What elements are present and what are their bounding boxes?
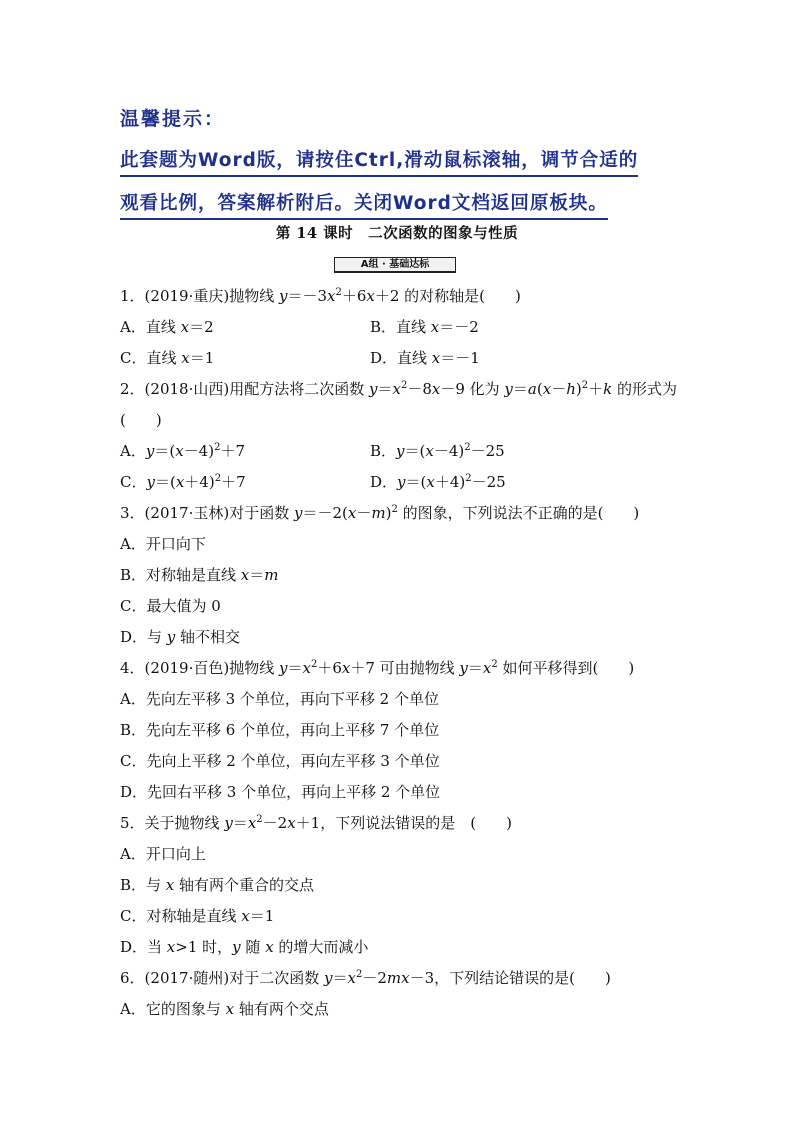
question-5-option-d: D．当 x>1 时，y 随 x 的增大而减小 xyxy=(120,938,369,956)
notice-block xyxy=(120,106,680,220)
question-1-stem: 1．(2019·重庆)抛物线 $y=-3x^2+6x+2$ 的对称轴是( ) xyxy=(120,287,521,305)
question-1-options-cd xyxy=(120,346,680,377)
lesson-title: 第 14 课时 二次函数的图象与性质 xyxy=(275,225,519,242)
question-6-option-a: A．它的图象与 x 轴有两个交点 xyxy=(120,1000,329,1018)
question-6-stem: 6．(2017·随州)对于二次函数 $y=x^2-2mx-3$，下列结论错误的是( ) xyxy=(120,969,611,987)
question-1-option-a: A．直线 x＝2 xyxy=(120,318,214,336)
question-2-stem: 2．(2018·山西)用配方法将二次函数 $y=x^2-8x-9$ 化为 $y=a(x-h)^2+k$ 的形式为 xyxy=(120,380,678,398)
question-3-option-a: A．开口向下 xyxy=(120,535,206,553)
question-list xyxy=(120,284,680,1028)
question-2-options-ab xyxy=(120,439,680,470)
question-2-option-b: B．$y=(x-4)^2-25$ xyxy=(370,442,505,460)
question-5-option-a: A．开口向上 xyxy=(120,845,206,863)
question-1-option-d: D．直线 x＝－1 xyxy=(370,349,480,367)
question-4-stem: 4．(2019·百色)抛物线 $y=x^2+6x+7$ 可由抛物线 $y=x^2$ 如何平移得到( ) xyxy=(120,659,635,677)
question-2-option-d: D．$y=(x+4)^2-25$ xyxy=(370,473,506,491)
question-4-option-a: A．先向左平移 3 个单位，再向下平移 2 个单位 xyxy=(120,690,439,708)
question-2-option-a: A．$y=(x-4)^2+7$ xyxy=(120,442,245,460)
question-2-options-cd xyxy=(120,470,680,501)
question-4-option-d: D．先回右平移 3 个单位，再向上平移 2 个单位 xyxy=(120,783,441,801)
question-1-option-b: B．直线 x＝－2 xyxy=(370,318,479,336)
question-3-option-c: C．最大值为 0 xyxy=(120,597,221,615)
question-1-option-c: C．直线 x＝1 xyxy=(120,349,215,367)
question-3-option-d: D．与 y 轴不相交 xyxy=(120,628,241,646)
question-2-stem-continued: ( ) xyxy=(120,411,162,429)
question-5-stem: 5．关于抛物线 $y=x^2-2x+1$，下列说法错误的是 ( ) xyxy=(120,814,512,832)
question-5-option-c: C．对称轴是直线 x＝1 xyxy=(120,907,275,925)
question-1-options-ab xyxy=(120,315,680,346)
question-5-option-b: B．与 x 轴有两个重合的交点 xyxy=(120,876,315,894)
question-4-option-b: B．先向左平移 6 个单位，再向上平移 7 个单位 xyxy=(120,721,440,739)
group-tag: A组 · 基础达标 xyxy=(334,257,456,273)
question-3-option-b: B．对称轴是直线 x＝m xyxy=(120,566,279,584)
notice-title: 温馨提示： xyxy=(120,108,226,130)
notice-line-1: 此套题为Word版，请按住Ctrl,滑动鼠标滚轴，调节合适的 xyxy=(120,148,638,177)
question-3-stem: 3．(2017·玉林)对于函数 $y=-2(x-m)^2$ 的图象，下列说法不正确的是( ) xyxy=(120,504,640,522)
question-4-option-c: C．先向上平移 2 个单位，再向左平移 3 个单位 xyxy=(120,752,440,770)
notice-line-2: 观看比例，答案解析附后。关闭Word文档返回原板块。 xyxy=(120,191,608,220)
question-2-option-c: C．$y=(x+4)^2+7$ xyxy=(120,473,246,491)
